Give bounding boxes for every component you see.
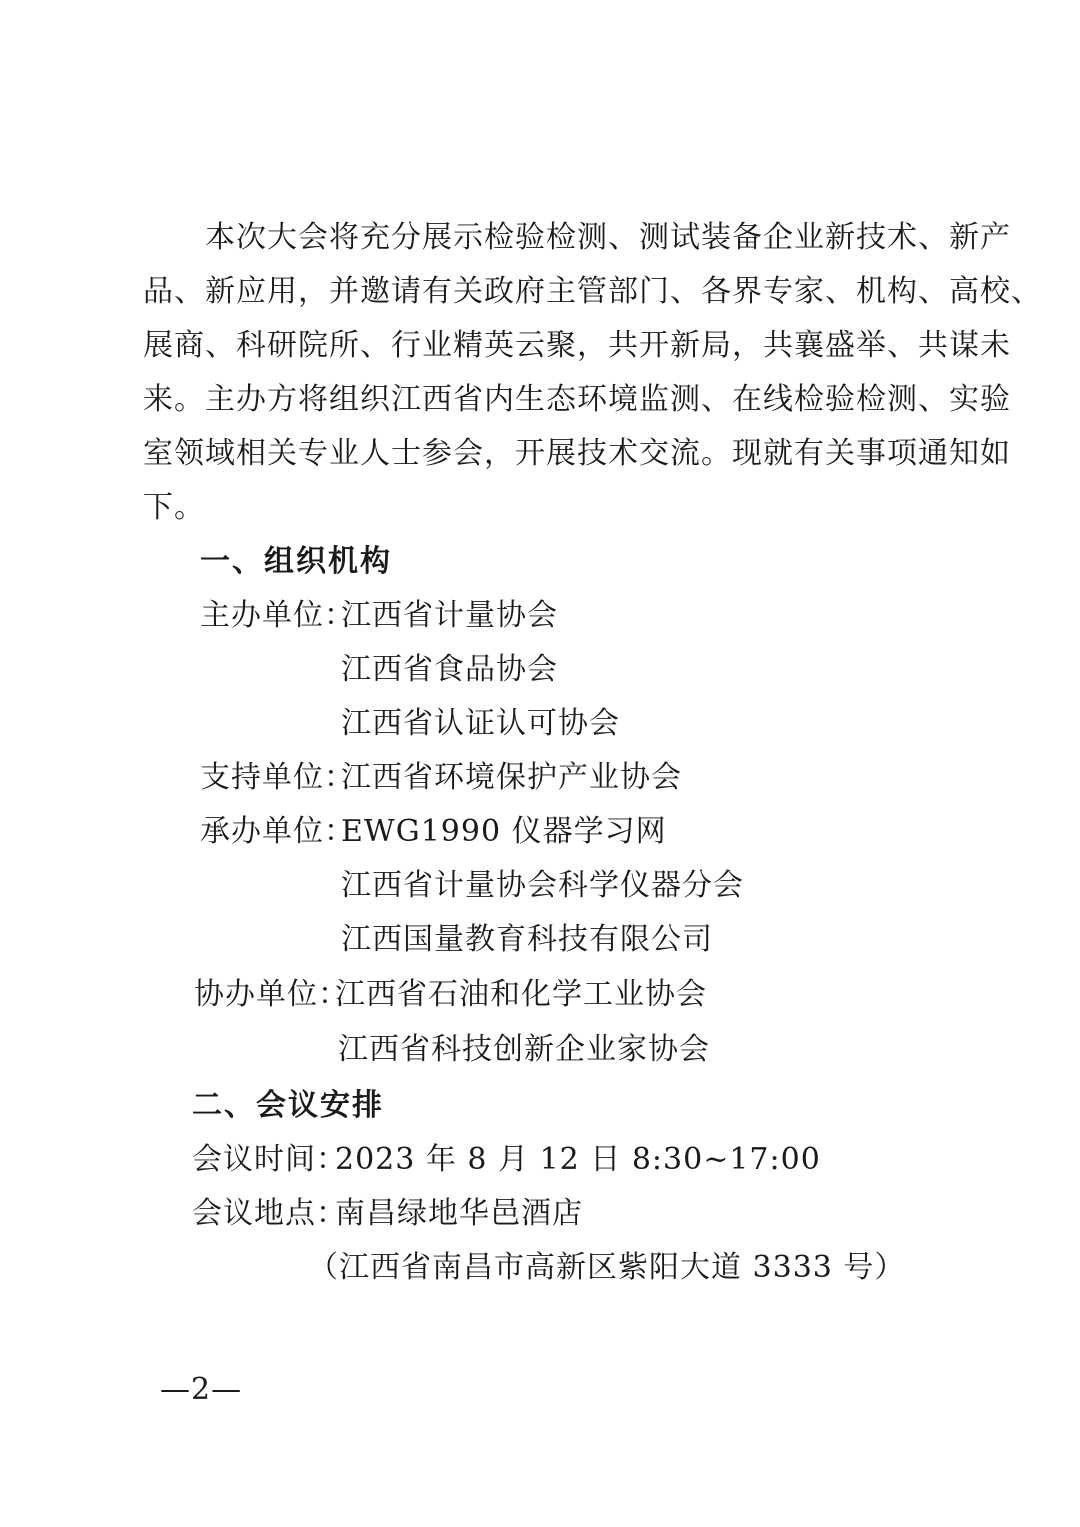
paragraph-line: 本次大会将充分展示检验检测、测试装备企业新技术、新产 <box>205 220 1011 255</box>
time-label: 会议时间： <box>192 1142 347 1177</box>
organizer-item: 江西省计量协会科学仪器分会 <box>341 868 744 903</box>
section-heading-organization: 一、组织机构 <box>200 544 392 579</box>
venue-address: （江西省南昌市高新区紫阳大道 3333 号） <box>308 1250 906 1285</box>
meeting-venue: 南昌绿地华邑酒店 <box>335 1196 583 1231</box>
paragraph-line: 品、新应用，并邀请有关政府主管部门、各界专家、机构、高校、 <box>143 274 1042 309</box>
paragraph-line: 来。主办方将组织江西省内生态环境监测、在线检验检测、实验 <box>143 382 1011 417</box>
support-item: 江西省环境保护产业协会 <box>341 760 682 795</box>
organizer-item: EWG1990 仪器学习网 <box>341 814 667 849</box>
page-number: —2— <box>160 1372 243 1407</box>
paragraph-line: 室领域相关专业人士参会，开展技术交流。现就有关事项通知如 <box>143 436 1011 471</box>
coorganizer-item: 江西省科技创新企业家协会 <box>338 1032 710 1067</box>
host-item: 江西省认证认可协会 <box>341 706 620 741</box>
host-label: 主办单位： <box>200 598 355 633</box>
organizer-item: 江西国量教育科技有限公司 <box>341 922 713 957</box>
meeting-time: 2023 年 8 月 12 日 8:30~17:00 <box>335 1142 821 1177</box>
host-item: 江西省计量协会 <box>341 598 558 633</box>
organizer-label: 承办单位： <box>200 814 355 849</box>
paragraph-line: 展商、科研院所、行业精英云聚，共开新局，共襄盛举、共谋未 <box>143 328 1011 363</box>
host-item: 江西省食品协会 <box>341 652 558 687</box>
section-heading-meeting: 二、会议安排 <box>192 1088 384 1123</box>
paragraph-line: 下。 <box>143 490 205 525</box>
coorganizer-item: 江西省石油和化学工业协会 <box>335 977 707 1012</box>
coorganizer-label: 协办单位： <box>194 977 349 1012</box>
venue-label: 会议地点： <box>192 1196 347 1231</box>
support-label: 支持单位： <box>200 760 355 795</box>
